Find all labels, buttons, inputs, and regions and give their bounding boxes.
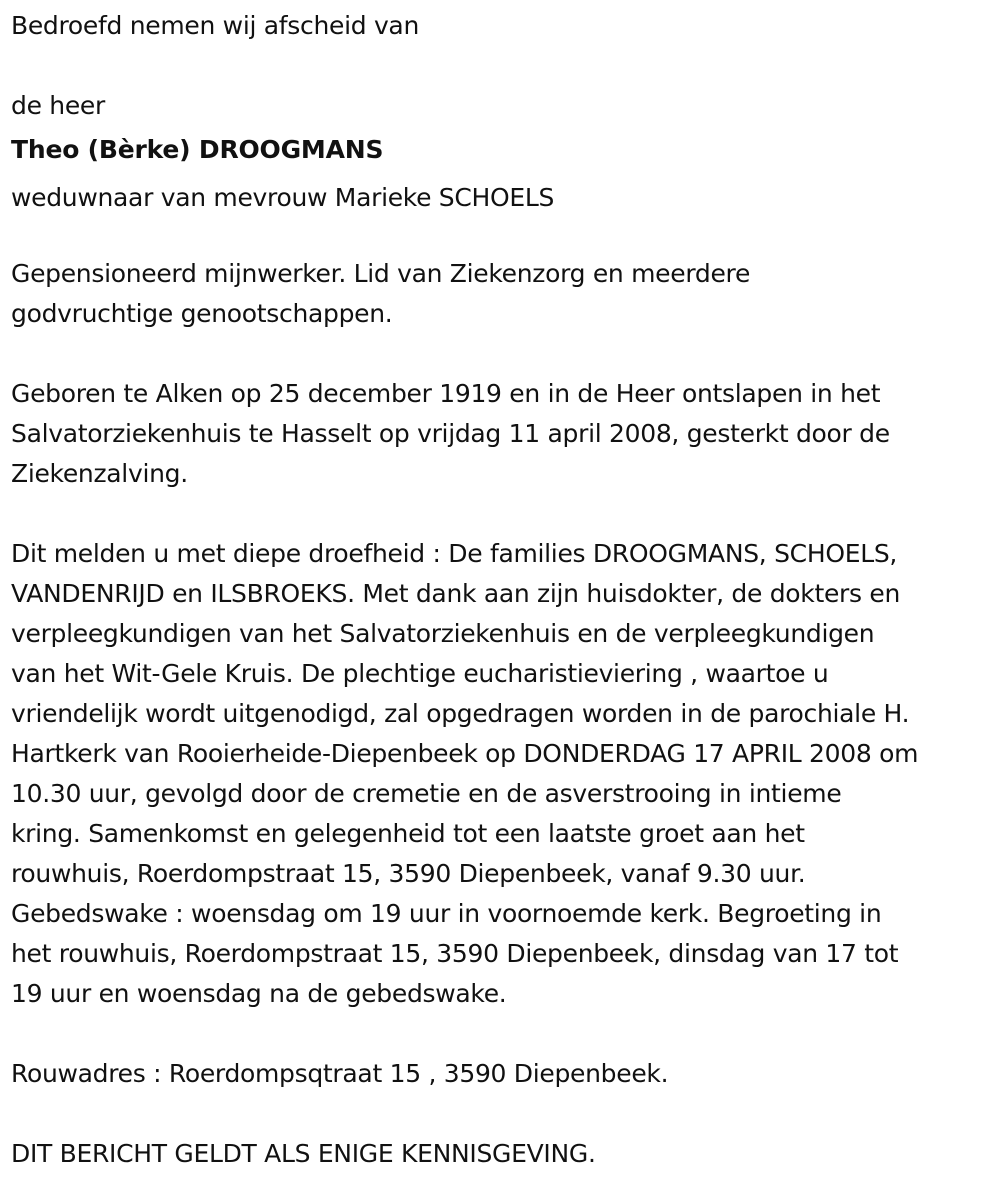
paragraph-line: Geboren te Alken op 25 december 1919 en in de Heer ontslapen in het <box>11 379 881 408</box>
birth-death-paragraph <box>11 374 991 494</box>
intro-line: Bedroefd nemen wij afscheid van <box>11 11 419 40</box>
paragraph-line: 19 uur en woensdag na de gebedswake. <box>11 979 507 1008</box>
paragraph-line: kring. Samenkomst en gelegenheid tot een laatste groet aan het <box>11 819 805 848</box>
spacer <box>11 494 991 534</box>
paragraph-line: godvruchtige genootschappen. <box>11 299 393 328</box>
spacer <box>11 1094 991 1134</box>
details-paragraph <box>11 534 991 1014</box>
spacer <box>11 222 991 254</box>
paragraph-line: 10.30 uur, gevolgd door de cremetie en de asverstrooing in intieme <box>11 779 842 808</box>
paragraph-line: verpleegkundigen van het Salvatorziekenhuis en de verpleegkundigen <box>11 619 875 648</box>
obituary-notice <box>11 6 991 1174</box>
relation-line: weduwnaar van mevrouw Marieke SCHOELS <box>11 183 555 212</box>
mourning-address: Rouwadres : Roerdompsqtraat 15 , 3590 Diepenbeek. <box>11 1059 669 1088</box>
paragraph-line: VANDENRIJD en ILSBROEKS. Met dank aan zijn huisdokter, de dokters en <box>11 579 901 608</box>
honorific: de heer <box>11 91 105 120</box>
deceased-name: Theo (Bèrke) DROOGMANS <box>11 135 384 164</box>
paragraph-line: van het Wit-Gele Kruis. De plechtige eucharistieviering , waartoe u <box>11 659 829 688</box>
paragraph-line: Salvatorziekenhuis te Hasselt op vrijdag 11 april 2008, gesterkt door de <box>11 419 890 448</box>
closing-statement: DIT BERICHT GELDT ALS ENIGE KENNISGEVING. <box>11 1139 596 1168</box>
spacer <box>11 46 991 86</box>
deceased-block <box>11 86 991 222</box>
paragraph-line: Dit melden u met diepe droefheid : De families DROOGMANS, SCHOELS, <box>11 539 898 568</box>
occupation-paragraph <box>11 254 991 334</box>
paragraph-line: Gepensioneerd mijnwerker. Lid van Ziekenzorg en meerdere <box>11 259 751 288</box>
paragraph-line: Hartkerk van Rooierheide-Diepenbeek op DONDERDAG 17 APRIL 2008 om <box>11 739 919 768</box>
paragraph-line: Ziekenzalving. <box>11 459 188 488</box>
paragraph-line: rouwhuis, Roerdompstraat 15, 3590 Diepenbeek, vanaf 9.30 uur. <box>11 859 806 888</box>
paragraph-line: het rouwhuis, Roerdompstraat 15, 3590 Diepenbeek, dinsdag van 17 tot <box>11 939 899 968</box>
spacer <box>11 1014 991 1054</box>
spacer <box>11 334 991 374</box>
paragraph-line: vriendelijk wordt uitgenodigd, zal opgedragen worden in de parochiale H. <box>11 699 910 728</box>
paragraph-line: Gebedswake : woensdag om 19 uur in voornoemde kerk. Begroeting in <box>11 899 882 928</box>
